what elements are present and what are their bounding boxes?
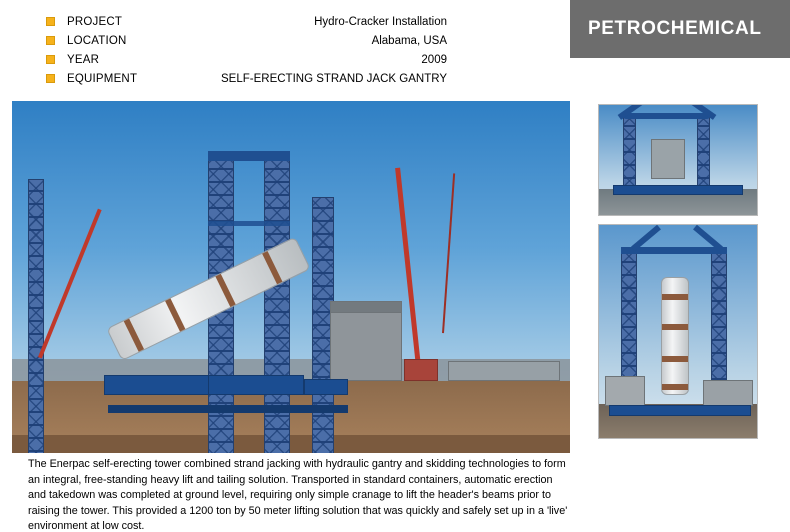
table-row — [0, 31, 570, 50]
site-structure-right — [703, 380, 753, 406]
white-vessel — [661, 277, 689, 395]
info-value: Alabama, USA — [371, 34, 447, 47]
process-module — [330, 303, 402, 381]
bullet-icon — [46, 36, 55, 45]
bullet-icon — [46, 55, 55, 64]
left-crane-mast — [28, 179, 44, 453]
skid-beam — [613, 185, 743, 195]
gantry-tower-right — [697, 115, 710, 193]
table-row — [0, 69, 570, 88]
skid-beam — [609, 405, 751, 416]
main-project-photo — [12, 101, 570, 453]
table-row — [0, 50, 570, 69]
sidebar — [570, 0, 790, 532]
lifted-module — [651, 139, 685, 179]
sidebar-thumbnails — [570, 58, 790, 532]
info-value: Hydro-Cracker Installation — [314, 15, 447, 28]
gantry-cross-beam — [208, 221, 290, 226]
info-label: YEAR — [67, 53, 100, 66]
skid-base-right — [208, 375, 304, 395]
info-label: PROJECT — [67, 15, 123, 28]
info-label: LOCATION — [67, 34, 127, 47]
info-value: SELF-ERECTING STRAND JACK GANTRY — [221, 72, 447, 85]
gantry-header-beam — [623, 113, 710, 119]
skid-base-tail — [304, 379, 348, 395]
gantry-tower-left — [623, 115, 636, 193]
info-value: 2009 — [421, 53, 447, 66]
process-module-top — [330, 301, 402, 313]
thumbnail-tower-lift[interactable] — [598, 224, 758, 439]
ground-shadow — [12, 435, 570, 453]
gantry-header-beam — [208, 151, 290, 161]
project-info-table — [0, 12, 570, 88]
skid-track — [108, 405, 348, 413]
bullet-icon — [46, 17, 55, 26]
skid-base-left — [104, 375, 222, 395]
thumbnail-gantry-towers[interactable] — [598, 104, 758, 216]
site-structures — [448, 361, 560, 381]
crane-body — [404, 359, 438, 381]
sidebar-title: PETROCHEMICAL — [570, 0, 790, 58]
table-row — [0, 12, 570, 31]
site-structure-left — [605, 376, 645, 406]
project-caption: The Enerpac self-erecting tower combined strand jacking with hydraulic gantry and skidding technologies to form an integral, free-standing heavy lift and tailing solution. Transported in standard containers, automatic erection and takedown was completed at ground level, requiring only simple cranage to lift the header's beams prior to raising the tower. This provided a 1200 ton by 50 meter lifting solution that was quickly and safely set up in a 'live' environment at low cost. — [28, 458, 568, 532]
info-label: EQUIPMENT — [67, 72, 138, 85]
bullet-icon — [46, 74, 55, 83]
